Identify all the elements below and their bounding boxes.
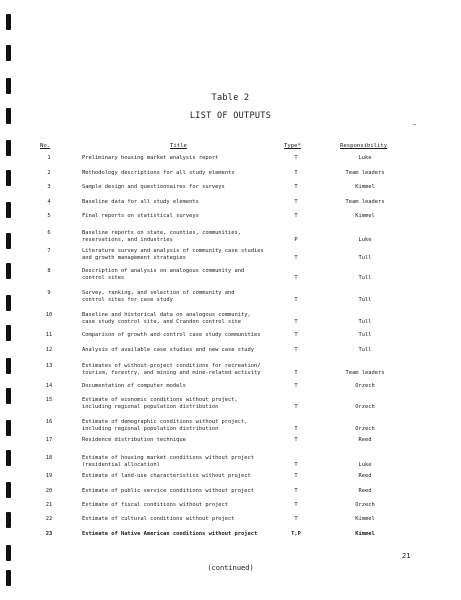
- cell-type: T: [294, 184, 298, 190]
- cell-no: 14: [45, 383, 53, 389]
- cell-title-line: Description of analysis on analogous community and: [82, 268, 245, 274]
- cell-responsibility: Kimmel: [355, 213, 375, 219]
- binder-punch-mark: [6, 263, 11, 279]
- cell-no: 18: [45, 455, 53, 461]
- cell-responsibility: Team leaders: [345, 369, 385, 376]
- cell-type: T: [294, 516, 298, 522]
- header-responsibility: Responsibility: [340, 143, 388, 149]
- cell-type: T: [294, 347, 298, 353]
- cell-no: 16: [45, 419, 53, 425]
- cell-title-line: Survey, ranking, and selection of community and: [82, 290, 235, 296]
- cell-title-line: Estimate of public service conditions without project: [82, 488, 255, 494]
- cell-responsibility: Luke: [358, 155, 372, 161]
- cell-responsibility: Tull: [358, 274, 372, 281]
- cell-title-line: Analysis of available case studies and new case study: [82, 347, 255, 353]
- cell-no: 23: [45, 531, 53, 537]
- cell-title: [82, 155, 287, 162]
- cell-responsibility: Team leaders: [345, 170, 385, 176]
- cell-title-line: Baseline and historical data on analogous community,: [82, 312, 251, 318]
- cell-title-line: Estimate of housing market conditions without project: [82, 455, 255, 461]
- header-title: Title: [170, 143, 187, 149]
- cell-title: [82, 347, 287, 354]
- cell-responsibility: Reed: [358, 473, 372, 479]
- cell-title-line: Estimate of land-use characteristics without project: [82, 473, 251, 479]
- cell-title: [82, 531, 287, 538]
- cell-title: [82, 199, 287, 206]
- cell-no: 17: [45, 437, 53, 443]
- cell-responsibility: Luke: [358, 461, 372, 468]
- cell-title-line: including regional population distribution: [82, 425, 219, 432]
- cell-title: [82, 230, 287, 243]
- cell-responsibility: Tull: [358, 318, 372, 325]
- binder-punch-mark: [6, 14, 11, 30]
- cell-title: [82, 488, 287, 495]
- cell-responsibility: Kimmel: [355, 531, 375, 537]
- cell-title-line: Baseline data for all study elements: [82, 199, 199, 205]
- binder-punch-mark: [6, 202, 11, 218]
- cell-title-line: Comparison of growth and control case study communities: [82, 332, 261, 338]
- cell-title: [82, 502, 287, 509]
- cell-no: 10: [45, 312, 53, 318]
- cell-no: 2: [47, 170, 51, 176]
- cell-title-line: case study control site, and Crandon control site: [82, 318, 242, 325]
- cell-type: T: [294, 332, 298, 338]
- cell-responsibility: Tull: [358, 296, 372, 303]
- cell-title-line: Final reports on statistical surveys: [82, 213, 199, 219]
- cell-no: 3: [47, 184, 51, 190]
- cell-title: [82, 516, 287, 523]
- cell-no: 22: [45, 516, 53, 522]
- cell-responsibility: Orzech: [355, 403, 375, 410]
- cell-title: [82, 419, 287, 432]
- binder-punch-mark: [6, 358, 11, 374]
- cell-title: [82, 268, 287, 281]
- cell-title-line: Estimate of fiscal conditions without project: [82, 502, 229, 508]
- binder-punch-mark: [6, 545, 11, 561]
- continued-note: (continued): [207, 564, 254, 572]
- binder-punch-mark: [6, 140, 11, 156]
- cell-title-line: Estimate of economic conditions without project,: [82, 397, 238, 403]
- header-type: Type*: [284, 143, 301, 149]
- cell-responsibility: Tull: [358, 254, 372, 261]
- cell-title-line: Methodology descriptions for all study elements: [82, 170, 235, 176]
- cell-title-line: reservations, and industries: [82, 236, 173, 243]
- binder-punch-mark: [6, 450, 11, 466]
- cell-responsibility: Kimmel: [355, 184, 375, 190]
- cell-title: [82, 473, 287, 480]
- binder-punch-mark: [6, 512, 11, 528]
- cell-title-line: tourism, forestry, and mining and mine-related activity: [82, 369, 261, 376]
- cell-title-line: Estimate of demographic conditions without project,: [82, 419, 248, 425]
- cell-no: 5: [47, 213, 51, 219]
- cell-title: [82, 397, 287, 410]
- cell-responsibility: Luke: [358, 236, 372, 243]
- cell-title-line: control sites: [82, 274, 125, 281]
- cell-responsibility: Orzech: [355, 425, 375, 432]
- cell-title-line: including regional population distribution: [82, 403, 219, 410]
- cell-type: T: [294, 502, 298, 508]
- cell-title: [82, 332, 287, 339]
- cell-no: 19: [45, 473, 53, 479]
- cell-responsibility: Reed: [358, 488, 372, 494]
- cell-title: [82, 312, 287, 325]
- cell-title-line: Baseline reports on state, counties, communities,: [82, 230, 242, 236]
- page-number: 21: [402, 552, 411, 560]
- cell-no: 21: [45, 502, 53, 508]
- cell-type: T: [294, 318, 298, 325]
- cell-title-line: Sample design and questionnaires for surveys: [82, 184, 225, 190]
- cell-no: 6: [47, 230, 51, 236]
- cell-title: [82, 363, 287, 376]
- binder-punch-mark: [6, 388, 11, 404]
- cell-title: [82, 248, 287, 261]
- cell-responsibility: Team leaders: [345, 199, 385, 205]
- cell-responsibility: Reed: [358, 437, 372, 443]
- cell-title: [82, 213, 287, 220]
- cell-type: T: [294, 403, 298, 410]
- cell-type: P: [294, 236, 298, 243]
- cell-title-line: Estimate of Native American conditions without project: [82, 531, 258, 537]
- cell-type: T: [294, 488, 298, 494]
- scan-speck: [413, 124, 416, 125]
- cell-responsibility: Tull: [358, 332, 372, 338]
- cell-title: [82, 455, 287, 468]
- cell-type: T: [294, 473, 298, 479]
- cell-title: [82, 437, 287, 444]
- cell-type: T: [294, 254, 298, 261]
- cell-type: T: [294, 296, 298, 303]
- header-no: No.: [40, 143, 51, 149]
- cell-no: 4: [47, 199, 51, 205]
- cell-title: [82, 184, 287, 191]
- binder-punch-mark: [6, 325, 11, 341]
- cell-title: [82, 290, 287, 303]
- binder-punch-mark: [6, 482, 11, 498]
- cell-title-line: Estimate of cultural conditions without project: [82, 516, 235, 522]
- cell-no: 7: [47, 248, 51, 254]
- cell-no: 9: [47, 290, 51, 296]
- cell-no: 11: [45, 332, 53, 338]
- cell-type: T: [294, 437, 298, 443]
- binder-punch-mark: [6, 170, 11, 186]
- cell-responsibility: Tull: [358, 347, 372, 353]
- cell-title-line: control sites for case study: [82, 296, 173, 303]
- cell-type: T: [294, 274, 298, 281]
- binder-punch-mark: [6, 295, 11, 311]
- table-title: LIST OF OUTPUTS: [189, 111, 272, 121]
- cell-title-line: Estimates of without-project conditions for recreation/: [82, 363, 261, 369]
- cell-type: T: [294, 155, 298, 161]
- cell-type: T: [294, 383, 298, 389]
- cell-no: 1: [47, 155, 51, 161]
- cell-title-line: Preliminary housing market analysis report: [82, 155, 219, 161]
- cell-type: T: [294, 425, 298, 432]
- cell-type: T: [294, 461, 298, 468]
- cell-type: T: [294, 170, 298, 176]
- cell-no: 13: [45, 363, 53, 369]
- cell-no: 8: [47, 268, 51, 274]
- binder-punch-mark: [6, 78, 11, 94]
- cell-no: 12: [45, 347, 53, 353]
- cell-type: T: [294, 369, 298, 376]
- cell-no: 15: [45, 397, 53, 403]
- binder-punch-mark: [6, 420, 11, 436]
- cell-responsibility: Orzech: [355, 502, 375, 508]
- cell-title-line: Literature survey and analysis of community case studies: [82, 248, 264, 254]
- table-number: Table 2: [211, 93, 250, 103]
- cell-type: T: [294, 199, 298, 205]
- cell-responsibility: Orzech: [355, 383, 375, 389]
- binder-punch-mark: [6, 233, 11, 249]
- cell-title-line: Residence distribution technique: [82, 437, 186, 443]
- cell-responsibility: Kimmel: [355, 516, 375, 522]
- cell-title-line: and growth management strategies: [82, 254, 186, 261]
- cell-no: 20: [45, 488, 53, 494]
- cell-title: [82, 170, 287, 177]
- binder-punch-mark: [6, 570, 11, 586]
- cell-type: T: [294, 213, 298, 219]
- cell-title-line: (residential allocation): [82, 461, 160, 468]
- cell-type: T,P: [291, 531, 301, 537]
- cell-title: [82, 383, 287, 390]
- binder-punch-mark: [6, 45, 11, 61]
- cell-title-line: Documentation of computer models: [82, 383, 186, 389]
